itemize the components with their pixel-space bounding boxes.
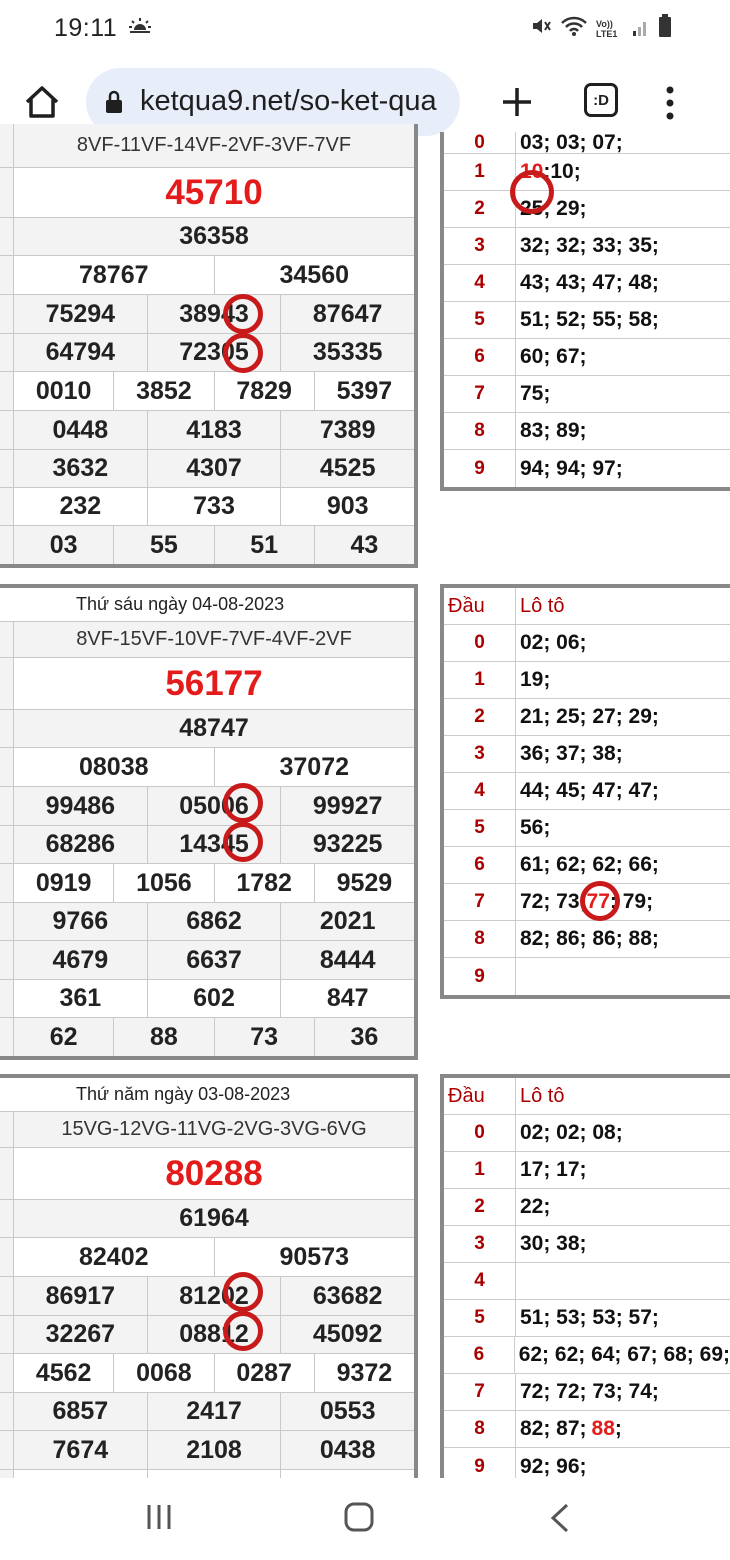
back-button[interactable]: [548, 1502, 572, 1539]
special-prize: 56177: [165, 663, 263, 703]
fourth-prize: 4562: [14, 1354, 114, 1392]
fourth-prize: 1782: [215, 864, 315, 902]
seventh-prize: 03: [14, 526, 114, 564]
loto-value: 10 ;10;: [520, 160, 581, 183]
status-bar: [0, 0, 720, 56]
third-prize: 93225: [312, 830, 383, 858]
third-prize: 87647: [312, 299, 383, 328]
third-prize: 14345: [148, 826, 282, 863]
fifth-prize: 0438: [319, 1435, 376, 1464]
fifth-prize: 2417: [148, 1393, 282, 1430]
third-prize: 81202: [148, 1277, 282, 1315]
fifth-prize: 4679: [14, 941, 148, 979]
seventh-prize: 88: [114, 1018, 214, 1056]
result-table-2: [0, 584, 418, 1060]
third-prize: 86917: [14, 1277, 148, 1315]
new-tab-button[interactable]: [497, 82, 537, 127]
fifth-prize: 4307: [148, 450, 282, 487]
fifth-prize: 9766: [14, 903, 148, 940]
loto-value: 82; 87; 88 ;: [520, 1417, 622, 1440]
second-prize: 78767: [14, 256, 215, 294]
result-table-3: [0, 1074, 418, 1490]
url-text: ketqua9.net/so-ket-qua: [140, 85, 437, 117]
first-prize: 48747: [179, 714, 249, 742]
weather-icon: [128, 16, 152, 41]
fifth-prize: 0553: [319, 1397, 376, 1425]
third-prize: 68286: [14, 826, 148, 863]
fourth-prize: 9529: [336, 868, 393, 897]
lock-icon: [104, 90, 124, 119]
loto-value: 72; 73; 77 ; 79;: [520, 890, 654, 913]
plus-icon: [497, 82, 537, 122]
fifth-prize: 2021: [319, 907, 376, 935]
fifth-prize: 6857: [14, 1393, 148, 1430]
back-icon: [548, 1502, 572, 1534]
third-prize: 75294: [14, 295, 148, 333]
home-nav-icon: [343, 1501, 375, 1533]
fourth-prize: 0068: [114, 1354, 214, 1392]
seventh-prize: 51: [215, 526, 315, 564]
fifth-prize: 6637: [148, 941, 282, 979]
fifth-prize: 7674: [14, 1431, 148, 1469]
result-code: 8VF-11VF-14VF-2VF-3VF-7VF: [76, 134, 352, 156]
fifth-prize: 0448: [14, 411, 148, 449]
fourth-prize: 5397: [336, 376, 393, 405]
seventh-prize: 36: [350, 1022, 379, 1051]
loto-table-3: Đầu Lô tô 0 02; 02; 08; 1 17; 17; 2 22; 3 30; 38; 4 5 51; 53; 53; 57; 6 62; 62; 64; 67; 68; 69; 7 72; 72; 73; 74; 8 82; 87; 88 ; 9 92; 96;: [440, 1074, 730, 1485]
sixth-prize: 733: [148, 488, 282, 525]
result-table-1: [0, 124, 418, 568]
fifth-prize: 8444: [319, 945, 376, 974]
second-prize: 82402: [14, 1238, 215, 1276]
fifth-prize: 2108: [148, 1431, 282, 1469]
fifth-prize: 4525: [319, 454, 376, 482]
third-prize: 99927: [312, 791, 383, 820]
third-prize: 32267: [14, 1316, 148, 1353]
page-content: [0, 130, 730, 1478]
recents-icon: [144, 1502, 174, 1532]
third-prize: 08812: [148, 1316, 282, 1353]
third-prize: 99486: [14, 787, 148, 825]
fifth-prize: 7389: [319, 415, 376, 444]
fifth-prize: 3632: [14, 450, 148, 487]
fourth-prize: 0010: [14, 372, 114, 410]
seventh-prize: 62: [14, 1018, 114, 1056]
draw-date: Thứ năm ngày 03-08-2023: [76, 1084, 291, 1104]
battery-icon: [658, 14, 672, 43]
sixth-prize: 232: [14, 488, 148, 525]
special-prize: 80288: [165, 1153, 263, 1193]
signal-icon: [632, 15, 650, 42]
third-prize: 45092: [312, 1320, 383, 1348]
home-nav-button[interactable]: [343, 1501, 375, 1538]
fifth-prize: 6862: [148, 903, 282, 940]
second-prize: 34560: [279, 260, 350, 289]
seventh-prize: 73: [215, 1018, 315, 1056]
sixth-prize: 361: [14, 980, 148, 1017]
draw-date: Thứ sáu ngày 04-08-2023: [76, 594, 285, 614]
wifi-icon: [560, 15, 588, 42]
status-time: 19:11: [54, 14, 118, 42]
sixth-prize: 847: [326, 984, 369, 1012]
fourth-prize: 9372: [336, 1358, 393, 1387]
fourth-prize: 3852: [114, 372, 214, 410]
system-nav-bar: [0, 1478, 720, 1560]
second-prize: 90573: [279, 1242, 350, 1271]
third-prize: 05006: [148, 787, 282, 825]
seventh-prize: 55: [114, 526, 214, 564]
first-prize: 61964: [179, 1204, 249, 1232]
second-prize: 37072: [279, 752, 350, 781]
second-prize: 08038: [14, 748, 215, 786]
loto-table-2: Đầu Lô tô 0 02; 06; 1 19; 2 21; 25; 27; 29; 3 36; 37; 38; 4 44; 45; 47; 47; 5 56; 6 61; 62; 62; 66; 7 72; 73; 77 ; 79; 8 82; 86; 86; 88; 9: [440, 584, 730, 999]
more-vert-icon: [664, 86, 676, 120]
menu-button[interactable]: [664, 86, 676, 125]
result-code: 15VG-12VG-11VG-2VG-3VG-6VG: [61, 1118, 367, 1140]
sixth-prize: 903: [326, 492, 369, 520]
fourth-prize: 7829: [215, 372, 315, 410]
home-button[interactable]: [22, 82, 62, 122]
network-label: Vo)) LTE1: [596, 18, 618, 39]
loto-table-1: 0 03; 03; 07; 1 10 ;10; 2 25; 29; 3 32; 32; 33; 35; 4 43; 43; 47; 48; 5 51; 52; 55; 58; 6 60; 67; 7 75; 8 83; 89; 9 94; 94; 97;: [440, 132, 730, 491]
first-prize: 36358: [179, 222, 249, 250]
result-code: 8VF-15VF-10VF-7VF-4VF-2VF: [76, 628, 352, 650]
third-prize: 38943: [148, 295, 282, 333]
mute-icon: [530, 15, 552, 42]
tab-switcher-button[interactable]: :D: [584, 83, 618, 117]
fourth-prize: 1056: [114, 864, 214, 902]
recents-button[interactable]: [144, 1502, 174, 1537]
special-prize: 45710: [165, 172, 263, 212]
fifth-prize: 4183: [148, 411, 282, 449]
third-prize: 35335: [312, 338, 383, 366]
third-prize: 64794: [14, 334, 148, 371]
seventh-prize: 43: [350, 530, 379, 559]
third-prize: 63682: [312, 1281, 383, 1310]
sixth-prize: 602: [148, 980, 282, 1017]
fourth-prize: 0287: [215, 1354, 315, 1392]
fourth-prize: 0919: [14, 864, 114, 902]
third-prize: 72305: [148, 334, 282, 371]
home-icon: [22, 82, 62, 122]
